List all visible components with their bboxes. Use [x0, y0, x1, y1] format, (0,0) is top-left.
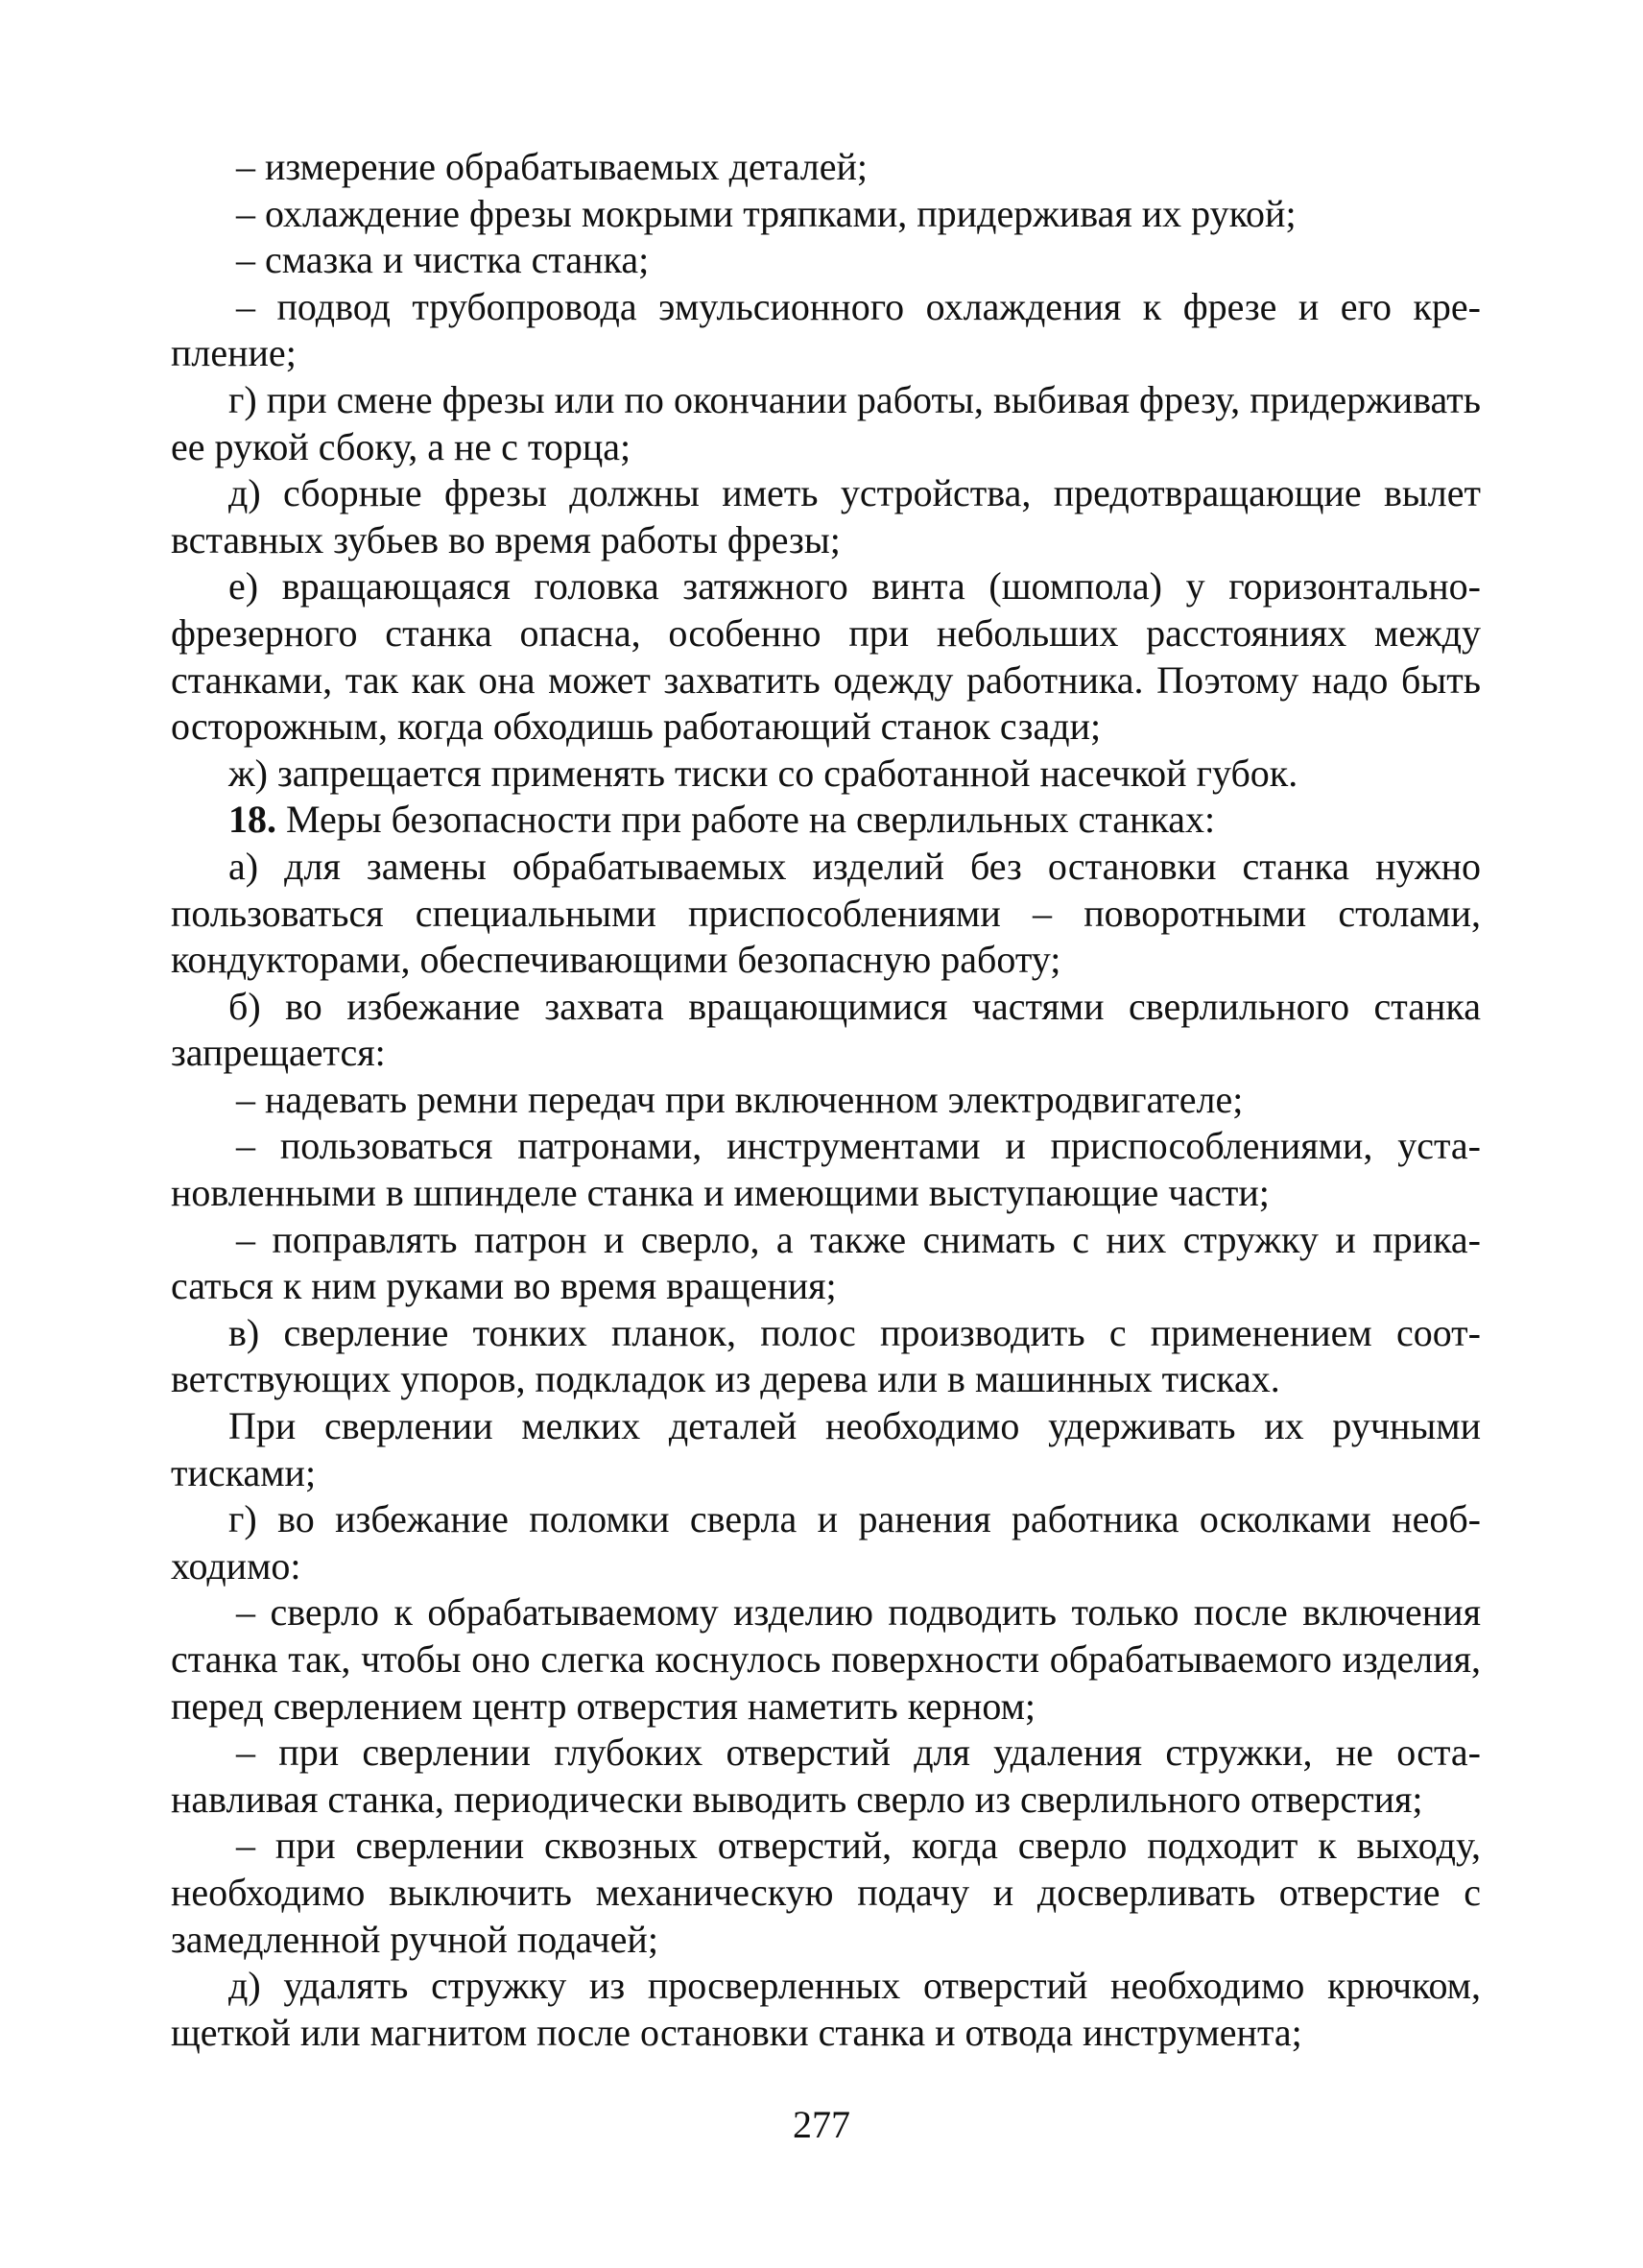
paragraph: При сверлении мелких деталей необходимо удерживать их ручными тисками;	[171, 1404, 1481, 1494]
paragraph: г) во избежание поломки сверла и ранения работника осколками необходимо:	[171, 1497, 1481, 1588]
paragraph: – поправлять патрон и сверло, а также снимать с них стружку и прикасаться к ним руками во время вращения;	[171, 1217, 1481, 1308]
paragraph: – охлаждение фрезы мокрыми тряпками, придерживая их рукой;	[236, 191, 1297, 235]
paragraph: – подвод трубопровода эмульсионного охлаждения к фрезе и его крепление;	[171, 284, 1481, 375]
paragraph: д) удалять стружку из просверленных отверстий необходимо крючком, щеткой или магнитом после остановки станка и отвода инструмента;	[171, 1964, 1481, 2054]
paragraph: – смазка и чистка станка;	[236, 238, 650, 282]
paragraph: в) сверление тонких планок, полос производить с применением соответствующих упоров, подкладок из дерева или в машинных тисках.	[171, 1310, 1481, 1401]
paragraph: ж) запрещается применять тиски со сработанной насечкой губок.	[228, 751, 1298, 795]
document-body	[171, 144, 1481, 2056]
paragraph: г) при смене фрезы или по окончании работы, выбивая фрезу, придерживать ее рукой сбоку, а не с торца;	[171, 377, 1481, 468]
section-heading	[171, 797, 1481, 844]
paragraph: – при сверлении глубоких отверстий для удаления стружки, не останавливая станка, периодически выводить сверло из сверлильного отверстия;	[171, 1731, 1481, 1821]
paragraph: – пользоваться патронами, инструментами и приспособлениями, установленными в шпинделе станка и имеющими выступающие части;	[171, 1124, 1481, 1215]
paragraph: д) сборные фрезы должны иметь устройства, предотвращающие вылет вставных зубьев во время работы фрезы;	[171, 471, 1481, 561]
paragraph: а) для замены обрабатываемых изделий без остановки станка нужно пользоваться специальными приспособлениями – поворотными столами, кондукторами, обеспечивающими безопасную работу;	[171, 844, 1481, 982]
paragraph: – надевать ремни передач при включенном электродвигателе;	[236, 1077, 1244, 1121]
paragraph: – при сверлении сквозных отверстий, когда сверло подходит к выходу, необходимо выключить механическую подачу и досверливать отверстие с замедленной ручной подачей;	[171, 1824, 1481, 1961]
section-number: 18.	[228, 798, 276, 842]
paragraph: е) вращающаяся головка затяжного винта (шомпола) у горизонтально-фрезерного станка опасна, особенно при небольших расстояниях между станками, так как она может захватить одежду работника. Поэтому надо быть осторожным, когда обходишь работающий станок сзади;	[171, 564, 1481, 749]
paragraph: б) во избежание захвата вращающимися частями сверлильного станка запрещается:	[171, 984, 1481, 1075]
page-number: 277	[793, 2103, 850, 2146]
section-heading-text: Меры безопасности при работе на сверлильных станках:	[276, 798, 1216, 842]
paragraph: – измерение обрабатываемых деталей;	[236, 145, 869, 188]
paragraph: – сверло к обрабатываемому изделию подводить только после включения станка так, чтобы оно слегка коснулось поверхности обрабатываемого изделия, перед сверлением центр отверстия наметить керном;	[171, 1590, 1481, 1728]
